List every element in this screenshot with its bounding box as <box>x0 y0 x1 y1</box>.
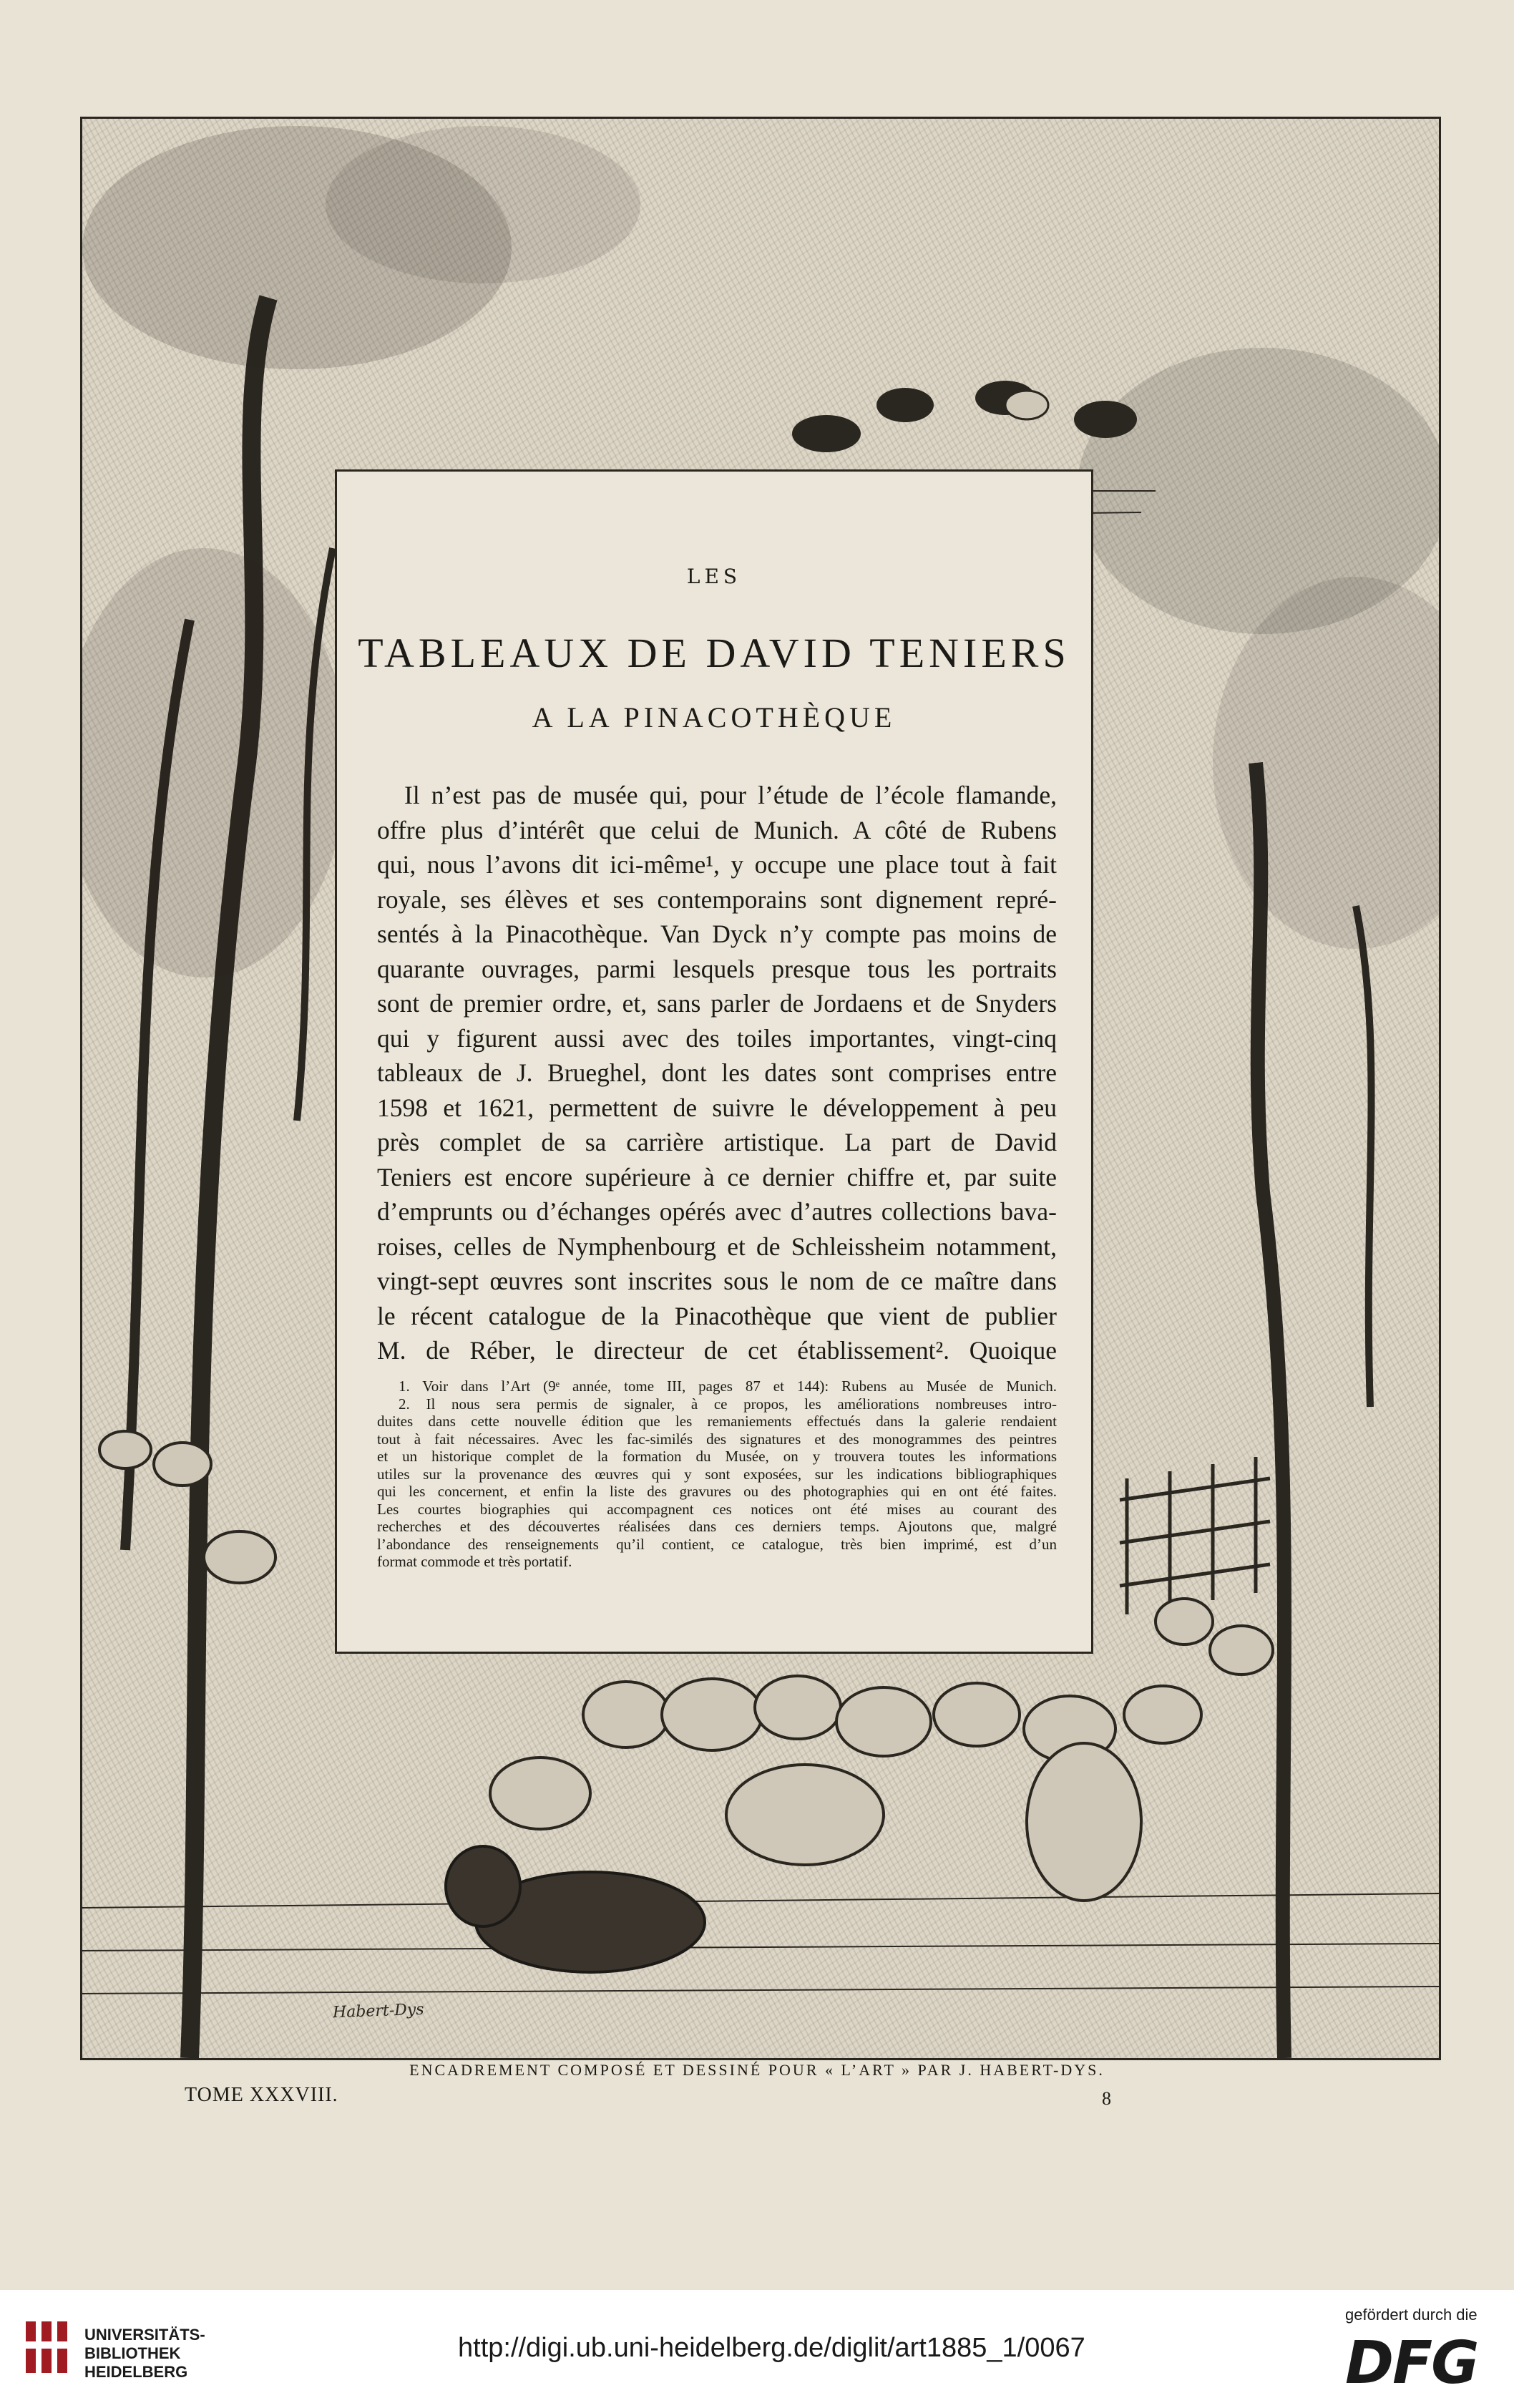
artist-signature: Habert-Dys <box>332 2000 424 2022</box>
body-line: qui, nous l’avons dit ici-même¹, y occupe une place tout à fait <box>377 850 1057 879</box>
body-line: royale, ses élèves et ses contemporains sont dignement repré- <box>377 884 1057 914</box>
footnote-line: Les courtes biographies qui accompagnent ces notices ont été mises au courant des <box>377 1500 1057 1518</box>
footnote-line: qui les concernent, et enfin la liste des gravures ou des photographies qui en ont été faites. <box>377 1483 1057 1500</box>
library-name-line: HEIDELBERG <box>84 2363 188 2381</box>
article-subtitle: A LA PINACOTHÈQUE <box>532 701 897 733</box>
article-title: TABLEAUX DE DAVID TENIERS <box>358 630 1070 676</box>
library-name-line: UNIVERSITÄTS- <box>84 2326 205 2344</box>
footnote-line: et un historique complet de la formation du Musée, on y trouvera toutes les informations <box>377 1448 1057 1465</box>
footnote-1: 1. Voir dans l’Art (9ᵉ année, tome III, pages 87 et 144): Rubens au Musée de Munich. <box>399 1378 1057 1395</box>
library-footer-bar <box>0 2290 1514 2408</box>
footnote-line: utiles sur la provenance des œuvres qui y sont exposées, sur les indications bibliographiques <box>377 1465 1057 1483</box>
footnote-line: l’abondance des renseignements qu’il contient, ce catalogue, très bien imprimé, est d’un <box>377 1535 1057 1553</box>
article-body <box>377 778 1057 1368</box>
article-kicker: LES <box>686 565 742 588</box>
page-number: 8 <box>1102 2088 1111 2109</box>
illustration-caption: ENCADREMENT COMPOSÉ ET DESSINÉ POUR « L’ART » PAR J. HABERT-DYS. <box>409 2061 1105 2079</box>
body-line: qui y figurent aussi avec des toiles importantes, vingt-cinq <box>377 1023 1057 1053</box>
footnote-2: 2. Il nous sera permis de signaler, à ce propos, les améliorations nombreuses intro- <box>399 1395 1057 1413</box>
funded-by-label: gefördert durch die <box>1345 2306 1478 2324</box>
body-line: sentés à la Pinacothèque. Van Dyck n’y compte pas moins de <box>377 920 1057 948</box>
body-line: Teniers est encore supérieure à ce dernier chiffre et, par suite <box>377 1162 1057 1191</box>
university-library-logo-icon <box>24 2320 70 2374</box>
volume-label: TOME XXXVIII. <box>185 2084 338 2106</box>
article-text-panel <box>335 469 1093 1654</box>
body-line: Il n’est pas de musée qui, pour l’étude de l’école flamande, <box>404 781 1057 809</box>
library-name <box>84 2326 205 2382</box>
body-line: d’emprunts ou d’échanges opérés avec d’autres collections bava- <box>377 1197 1057 1226</box>
body-line: quarante ouvrages, parmi lesquels presque tous les portraits <box>377 954 1057 983</box>
body-line: offre plus d’intérêt que celui de Munich. A côté de Rubens <box>377 815 1057 844</box>
body-line: le récent catalogue de la Pinacothèque que vient de publier <box>377 1301 1057 1330</box>
footnote-line: format commode et très portatif. <box>377 1553 572 1570</box>
footnote-line: recherches et des découvertes réalisées dans ces derniers temps. Ajoutons que, malgré <box>377 1518 1057 1535</box>
body-line: près complet de sa carrière artistique. La part de David <box>377 1128 1057 1156</box>
footnote-line: tout à fait nécessaires. Avec les fac-similés des signatures et des monogrammes des peintres <box>377 1430 1057 1448</box>
body-line: vingt-sept œuvres sont inscrites sous le nom de ce maître dans <box>377 1267 1057 1295</box>
body-line: 1598 et 1621, permettent de suivre le développement à peu <box>377 1093 1057 1122</box>
library-name-line: BIBLIOTHEK <box>84 2344 181 2362</box>
document-url-link[interactable]: http://digi.ub.uni-heidelberg.de/diglit/art1885_1/0067 <box>458 2333 1085 2363</box>
body-line: M. de Réber, le directeur de cet établissement². Quoique <box>377 1336 1057 1365</box>
dfg-logo: DFG <box>1345 2329 1478 2397</box>
body-line: tableaux de J. Brueghel, dont les dates sont comprises entre <box>377 1058 1057 1087</box>
footnote-line: duites dans cette nouvelle édition que les remaniements effectués dans la galerie rendaient <box>377 1413 1057 1430</box>
body-line: sont de premier ordre, et, sans parler de Jordaens et de Snyders <box>377 989 1057 1018</box>
body-line: roises, celles de Nymphenbourg et de Schleissheim notamment, <box>377 1232 1057 1261</box>
footnotes <box>377 1378 1057 1571</box>
